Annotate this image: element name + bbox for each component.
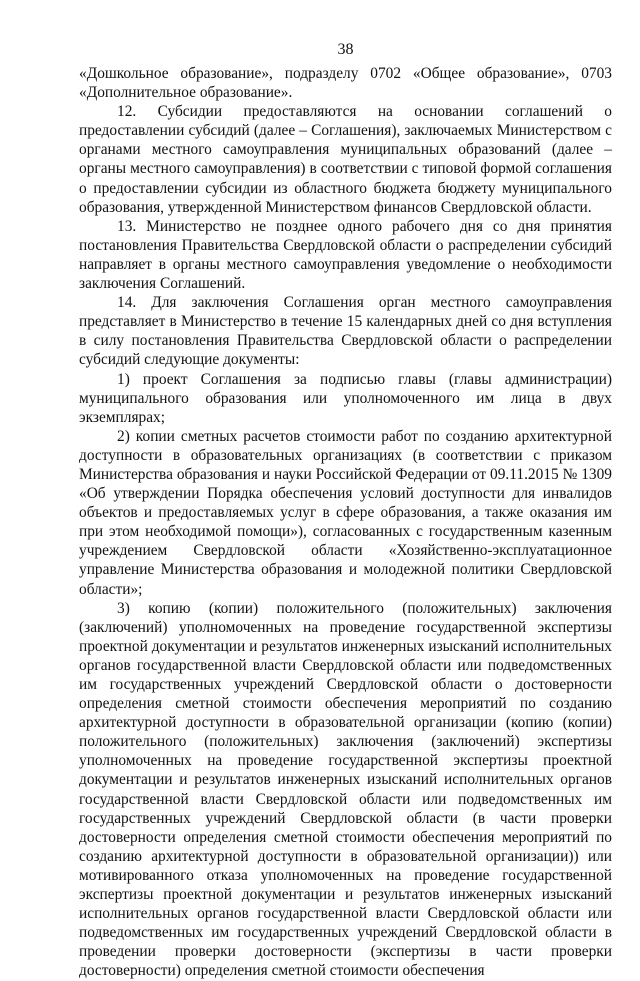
paragraph-item-12: 12. Субсидии предоставляются на основании соглашений о предоставлении субсидий (далее – Соглашения), заключаемых Министерством с органами местного самоуправления муниципальных образований (далее – органы местного самоуправления) в соответствии с типовой формой соглашения о предоставлении субсидии из областного бюджета бюджету муниципального образования, утвержденной Министерством финансов Свердловской области. [79, 103, 612, 216]
paragraph-continuation: «Дошкольное образование», подразделу 0702 «Общее образование», 0703 «Дополнительное образование». [79, 65, 612, 102]
document-body [79, 64, 612, 981]
subitem-3: 3) копию (копии) положительного (положительных) заключения (заключений) уполномоченных на проведение государственной экспертизы проектной документации и результатов инженерных изысканий исполнительных органов государственной власти Свердловской области или подведомственных им государственных учреждений Свердловской области о достоверности определения сметной стоимости обеспечения мероприятий по созданию архитектурной доступности в образовательной организации (копию (копии) положительного (положительных) заключения (заключений) экспертизы уполномоченных на проведение государственной экспертизы проектной документации и результатов инженерных изысканий исполнительных органов государственной власти Свердловской области или подведомственных им государственных учреждений Свердловской области (в части проверки достоверности определения сметной стоимости обеспечения мероприятий по созданию архитектурной доступности в образовательной организации)) или мотивированного отказа уполномоченных на проведение государственной экспертизы проектной документации и результатов инженерных изысканий исполнительных органов государственной власти Свердловской области или подведомственных им государственных учреждений Свердловской области в проведении проверки достоверности (экспертизы в части проверки достоверности) определения сметной стоимости обеспечения [79, 599, 612, 980]
paragraph-item-14: 14. Для заключения Соглашения орган местного самоуправления представляет в Министерство в течение 15 календарных дней со дня вступления в силу постановления Правительства Свердловской области о распределении субсидий следующие документы: [79, 294, 612, 369]
paragraph-item-13: 13. Министерство не позднее одного рабочего дня со дня принятия постановления Правительства Свердловской области о распределении субсидий направляет в органы местного самоуправления уведомление о необходимости заключения Соглашений. [79, 217, 612, 293]
subitem-2: 2) копии сметных расчетов стоимости работ по созданию архитектурной доступности в образовательных организациях (в соответствии с приказом Министерства образования и науки Российской Федерации от 09.11.2015 № 1309 «Об утверждении Порядка обеспечения условий доступности для инвалидов объектов и предоставляемых услуг в сфере образования, а также оказания им при этом необходимой помощи»), согласованных с государственным казенным учреждением Свердловской области «Хозяйственно-эксплуатационное управление Министерства образования и молодежной политики Свердловской области»; [79, 427, 612, 598]
page-number: 38 [337, 41, 354, 58]
subitem-1: 1) проект Соглашения за подписью главы (главы администрации) муниципального образования или уполномоченного им лица в двух экземплярах; [79, 370, 612, 426]
document-page [79, 40, 612, 981]
